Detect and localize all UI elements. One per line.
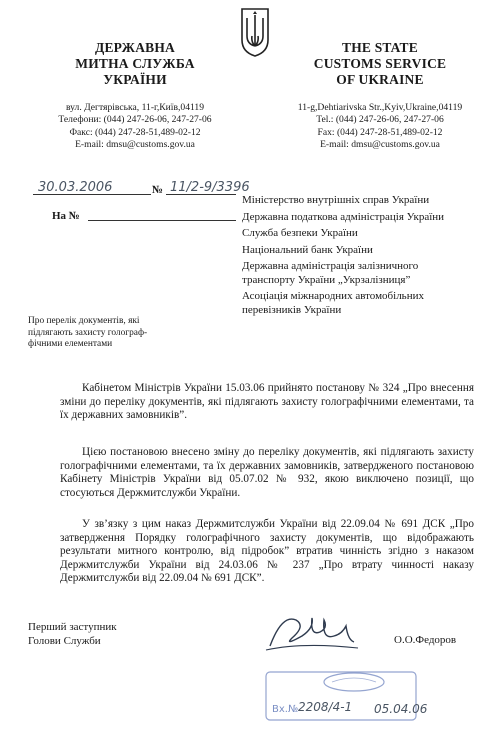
paragraph-2: Цією постановою внесено зміну до переліку документів, які підлягають захисту голографічними елементами, та їх державних замовників, затвердженого постановою Кабінету Міністрів України від 05.07.02 № 932, якою виключено позиції, що стосуються Держмитслужби України. <box>60 446 474 499</box>
position-line: Голови Служби <box>28 634 101 647</box>
signatory-position <box>28 621 117 648</box>
outgoing-number-label: № <box>152 184 164 196</box>
paragraph-1: Кабінетом Міністрів України 15.03.06 прийнято постанову № 324 „Про внесення зміни до переліку документів, які підлягають захисту голографічними елементами, та їх державних замовників”. <box>60 382 474 421</box>
recipient-item: Асоціація міжнародних автомобільних <box>242 290 424 302</box>
subject-line: Про перелік документів, які <box>28 316 140 326</box>
outgoing-number: 11/2-9/3396 <box>170 180 250 195</box>
email-ua: E-mail: dmsu@customs.gov.ua <box>75 139 195 151</box>
stamp-label: Вх.№ <box>272 704 299 715</box>
handwritten-signature <box>262 606 362 658</box>
recipient-item: Державна адміністрація залізничного <box>242 260 419 272</box>
recipient-item: Служба безпеки України <box>242 227 358 239</box>
stamp-date: 05.04.06 <box>374 702 428 716</box>
org-title-en-line1: THE STATE <box>342 40 418 55</box>
org-title-en-line3: OF UKRAINE <box>336 72 424 87</box>
stamp-number: 2208/4-1 <box>298 700 353 714</box>
subject-line: фічними елементами <box>28 339 113 350</box>
reply-to-label: На № <box>52 210 80 222</box>
address-ua: вул. Дегтярівська, 11-г,Київ,04119 <box>65 102 205 113</box>
subject-line: підлягають захисту голограф- <box>28 327 148 338</box>
subject <box>28 316 218 351</box>
fax-ua: Факс: (044) 247-28-51,489-02-12 <box>69 126 201 138</box>
org-title-ua-line1: ДЕРЖАВНА <box>94 40 176 55</box>
recipients-list <box>242 194 492 317</box>
paragraph-3: У зв’язку з цим наказ Держмитслужби України від 22.09.04 № 691 ДСК „Про затвердження Порядку голографічного захисту документів, що відображають результати митного контролю, від підробок” втратив чинність згідно з наказом Держмитслужби України від 24.03.06 № 237 „Про втрату чинності наказу Держмитслужби від 22.09.04 № 691 ДСК”. <box>60 518 474 584</box>
org-title-en-line2: CUSTOMS SERVICE <box>313 56 447 71</box>
email-en: E-mail: dmsu@customs.gov.ua <box>320 139 440 151</box>
recipient-item: Міністерство внутрішніх справ України <box>242 194 430 206</box>
phones-en: Tel.: (044) 247-26-06, 247-27-06 <box>316 114 444 126</box>
header-right <box>270 40 490 152</box>
recipient-item: Національний банк України <box>242 243 373 256</box>
header-left <box>30 40 240 152</box>
trident-icon <box>238 6 272 58</box>
fax-en: Fax: (044) 247-28-51,489-02-12 <box>317 126 443 138</box>
phones-ua: Телефони: (044) 247-26-06, 247-27-06 <box>58 114 212 126</box>
reply-to-line <box>88 220 236 221</box>
recipient-item: транспорту України „Укрзалізниця” <box>242 273 411 286</box>
org-title-ua-line2: МИТНА СЛУЖБА <box>75 56 195 71</box>
outgoing-date: 30.03.2006 <box>38 180 113 195</box>
recipient-item: перевізників України <box>242 303 342 316</box>
org-title-ua-line3: УКРАЇНИ <box>103 72 167 87</box>
position-line: Перший заступник <box>28 621 117 633</box>
signatory-name: О.О.Федоров <box>394 634 457 646</box>
recipient-item: Державна податкова адміністрація України <box>242 210 445 223</box>
address-en: 11-g,Dehtiarivska Str.,Kyiv,Ukraine,04119 <box>297 102 463 113</box>
coat-of-arms <box>238 6 272 58</box>
